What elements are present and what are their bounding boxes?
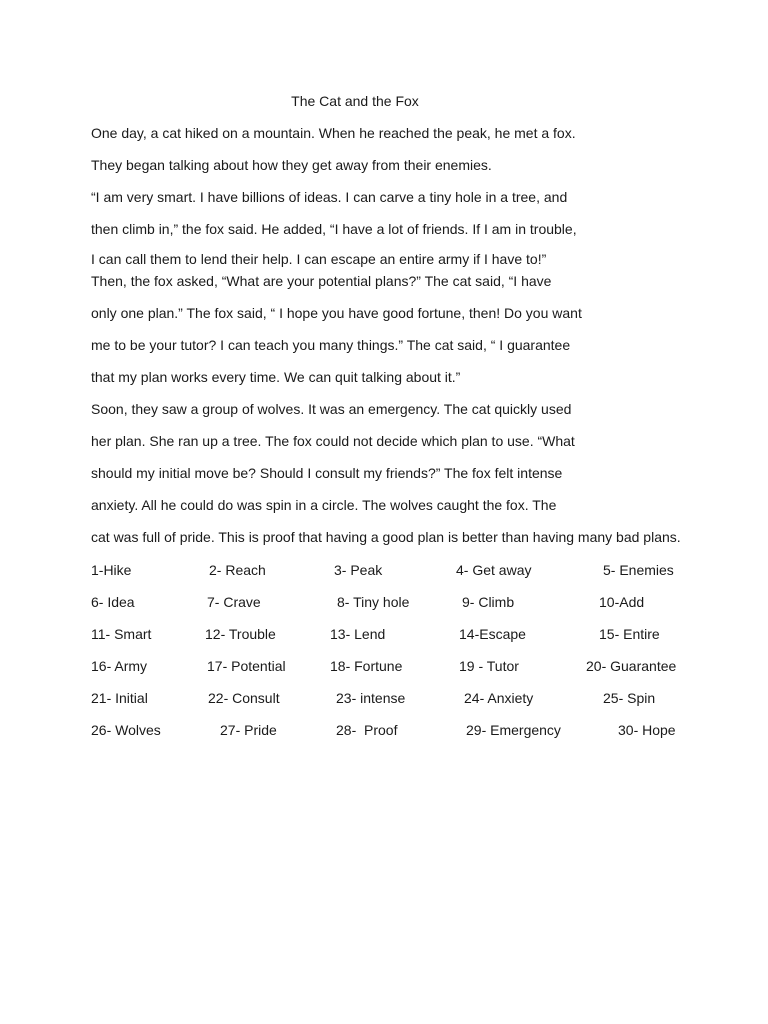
story-title: The Cat and the Fox <box>291 93 419 109</box>
vocab-word: 8- Tiny hole <box>337 594 410 610</box>
story-line-11: her plan. She ran up a tree. The fox could not decide which plan to use. “What <box>91 433 575 449</box>
story-line-3: “I am very smart. I have billions of ideas. I can carve a tiny hole in a tree, and <box>91 189 568 205</box>
story-line-13: anxiety. All he could do was spin in a circle. The wolves caught the fox. The <box>91 497 557 513</box>
vocab-word: 26- Wolves <box>91 722 161 738</box>
vocab-word: 14-Escape <box>459 626 526 642</box>
vocab-word: 2- Reach <box>209 562 266 578</box>
vocab-word: 10-Add <box>599 594 645 610</box>
vocab-word: 20- Guarantee <box>586 658 677 674</box>
story-line-12: should my initial move be? Should I consult my friends?” The fox felt intense <box>91 465 563 481</box>
vocab-word: 12- Trouble <box>205 626 276 642</box>
vocab-word: 25- Spin <box>603 690 656 706</box>
vocab-word: 19 - Tutor <box>459 658 519 674</box>
story-line-7: only one plan.” The fox said, “ I hope you have good fortune, then! Do you want <box>91 305 582 321</box>
vocab-word: 17- Potential <box>207 658 286 674</box>
vocab-word: 30- Hope <box>618 722 676 738</box>
vocab-word: 3- Peak <box>334 562 383 578</box>
vocab-word: 15- Entire <box>599 626 660 642</box>
story-line-9: that my plan works every time. We can quit talking about it.” <box>91 369 461 385</box>
story-line-5: I can call them to lend their help. I can escape an entire army if I have to!” <box>91 251 547 267</box>
vocab-word: 29- Emergency <box>466 722 561 738</box>
story-line-4: then climb in,” the fox said. He added, “I have a lot of friends. If I am in trouble, <box>91 221 577 237</box>
story-line-8: me to be your tutor? I can teach you many things.” The cat said, “ I guarantee <box>91 337 571 353</box>
vocab-word: 7- Crave <box>207 594 261 610</box>
vocab-word: 11- Smart <box>91 626 152 642</box>
vocab-word: 23- intense <box>336 690 406 706</box>
vocab-word: 4- Get away <box>456 562 532 578</box>
story-line-1: One day, a cat hiked on a mountain. When he reached the peak, he met a fox. <box>91 125 576 141</box>
vocab-word: 1-Hike <box>91 562 132 578</box>
vocab-word: 27- Pride <box>220 722 277 738</box>
vocab-word: 22- Consult <box>208 690 280 706</box>
vocab-word: 13- Lend <box>330 626 386 642</box>
story-line-10: Soon, they saw a group of wolves. It was an emergency. The cat quickly used <box>91 401 572 417</box>
story-line-14: cat was full of pride. This is proof that having a good plan is better than having many bad plans. <box>91 529 681 545</box>
vocab-word: 21- Initial <box>91 690 148 706</box>
vocab-word: 16- Army <box>91 658 148 674</box>
vocab-word: 28- Proof <box>336 722 398 738</box>
vocab-word: 6- Idea <box>91 594 135 610</box>
story-line-2: They began talking about how they get away from their enemies. <box>91 157 492 173</box>
vocab-word: 24- Anxiety <box>464 690 534 706</box>
story-line-6: Then, the fox asked, “What are your potential plans?” The cat said, “I have <box>91 273 552 289</box>
vocab-word: 5- Enemies <box>603 562 674 578</box>
vocab-word: 18- Fortune <box>330 658 403 674</box>
vocab-word: 9- Climb <box>462 594 515 610</box>
